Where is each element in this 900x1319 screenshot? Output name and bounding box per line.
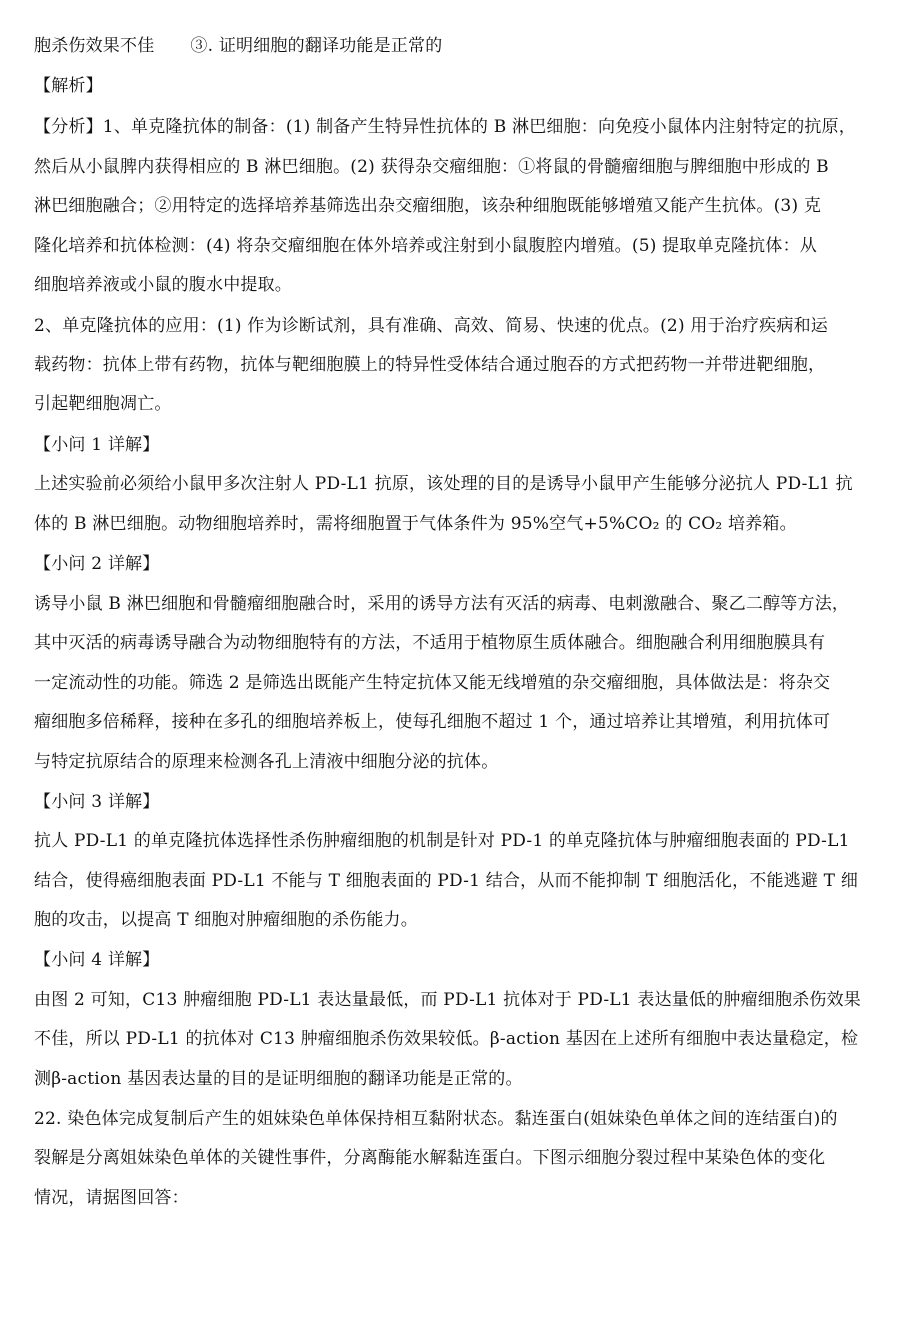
text-line-16: 其中灭活的病毒诱导融合为动物细胞特有的方法，不适用于植物原生质体融合。细胞融合利用细胞膜具有 xyxy=(34,633,826,653)
text-line-22: 结合，使得癌细胞表面 PD-L1 不能与 T 细胞表面的 PD-1 结合，从而不能抑制 T 细胞活化，不能逃避 T 细 xyxy=(34,871,859,891)
question-22-line-3: 情况，请据图回答： xyxy=(34,1188,189,1208)
question-22-line-2: 裂解是分离姐妹染色单体的关键性事件，分离酶能水解黏连蛋白。下图示细胞分裂过程中某染色体的变化 xyxy=(34,1148,826,1168)
text-line-12: 上述实验前必须给小鼠甲多次注射人 PD-L1 抗原，该处理的目的是诱导小鼠甲产生能够分泌抗人 PD-L1 抗 xyxy=(34,474,853,494)
text-line-5: 淋巴细胞融合；②用特定的选择培养基筛选出杂交瘤细胞，该杂种细胞既能够增殖又能产生抗体。(3) 克 xyxy=(34,196,822,216)
section-heading-q1: 【小问 1 详解】 xyxy=(34,435,160,455)
text-line-13: 体的 B 淋巴细胞。动物细胞培养时，需将细胞置于气体条件为 95%空气+5%CO₂ 的 CO₂ 培养箱。 xyxy=(34,514,797,534)
text-line-26: 不佳，所以 PD-L1 的抗体对 C13 肿瘤细胞杀伤效果较低。β-action 基因在上述所有细胞中表达量稳定，检 xyxy=(34,1029,859,1049)
question-22-line-1: 22. 染色体完成复制后产生的姐妹染色单体保持相互黏附状态。黏连蛋白(姐妹染色单体之间的连结蛋白)的 xyxy=(34,1109,838,1129)
text-line-18: 瘤细胞多倍稀释，接种在多孔的细胞培养板上，使每孔细胞不超过 1 个，通过培养让其增殖，利用抗体可 xyxy=(34,712,831,732)
line-1-segment-2: ③. 证明细胞的翻译功能是正常的 xyxy=(190,36,443,56)
section-heading-analysis: 【解析】 xyxy=(34,76,103,96)
line-1-segment-1: 胞杀伤效果不佳 xyxy=(34,36,155,56)
section-heading-q4: 【小问 4 详解】 xyxy=(34,950,160,970)
section-heading-q2: 【小问 2 详解】 xyxy=(34,554,160,574)
text-line-10: 引起靶细胞凋亡。 xyxy=(34,394,172,414)
text-line-23: 胞的攻击，以提高 T 细胞对肿瘤细胞的杀伤能力。 xyxy=(34,910,418,930)
text-line-6: 隆化培养和抗体检测：(4) 将杂交瘤细胞在体外培养或注射到小鼠腹腔内增殖。(5) 提取单克隆抗体：从 xyxy=(34,236,817,256)
text-line-27: 测β-action 基因表达量的目的是证明细胞的翻译功能是正常的。 xyxy=(34,1069,523,1089)
section-heading-q3: 【小问 3 详解】 xyxy=(34,792,160,812)
text-line-8: 2、单克隆抗体的应用：(1) 作为诊断试剂，具有准确、高效、简易、快速的优点。(2) 用于治疗疾病和运 xyxy=(34,316,828,336)
text-line-3: 【分析】1、单克隆抗体的制备：(1) 制备产生特异性抗体的 B 淋巴细胞：向免疫小鼠体内注射特定的抗原， xyxy=(34,117,856,137)
text-line-15: 诱导小鼠 B 淋巴细胞和骨髓瘤细胞融合时，采用的诱导方法有灭活的病毒、电刺激融合、聚乙二醇等方法， xyxy=(34,594,850,614)
text-line-7: 细胞培养液或小鼠的腹水中提取。 xyxy=(34,275,292,295)
text-line-19: 与特定抗原结合的原理来检测各孔上清液中细胞分泌的抗体。 xyxy=(34,752,499,772)
text-line-21: 抗人 PD-L1 的单克隆抗体选择性杀伤肿瘤细胞的机制是针对 PD-1 的单克隆抗体与肿瘤细胞表面的 PD-L1 xyxy=(34,831,850,851)
text-line-1 xyxy=(34,32,868,60)
text-line-17: 一定流动性的功能。筛选 2 是筛选出既能产生特定抗体又能无线增殖的杂交瘤细胞，具体做法是：将杂交 xyxy=(34,673,831,693)
text-line-25: 由图 2 可知，C13 肿瘤细胞 PD-L1 表达量最低，而 PD-L1 抗体对于 PD-L1 表达量低的肿瘤细胞杀伤效果 xyxy=(34,990,861,1010)
text-line-4: 然后从小鼠脾内获得相应的 B 淋巴细胞。(2) 获得杂交瘤细胞：①将鼠的骨髓瘤细胞与脾细胞中形成的 B xyxy=(34,157,829,177)
text-line-9: 载药物：抗体上带有药物，抗体与靶细胞膜上的特异性受体结合通过胞吞的方式把药物一并带进靶细胞， xyxy=(34,355,826,375)
